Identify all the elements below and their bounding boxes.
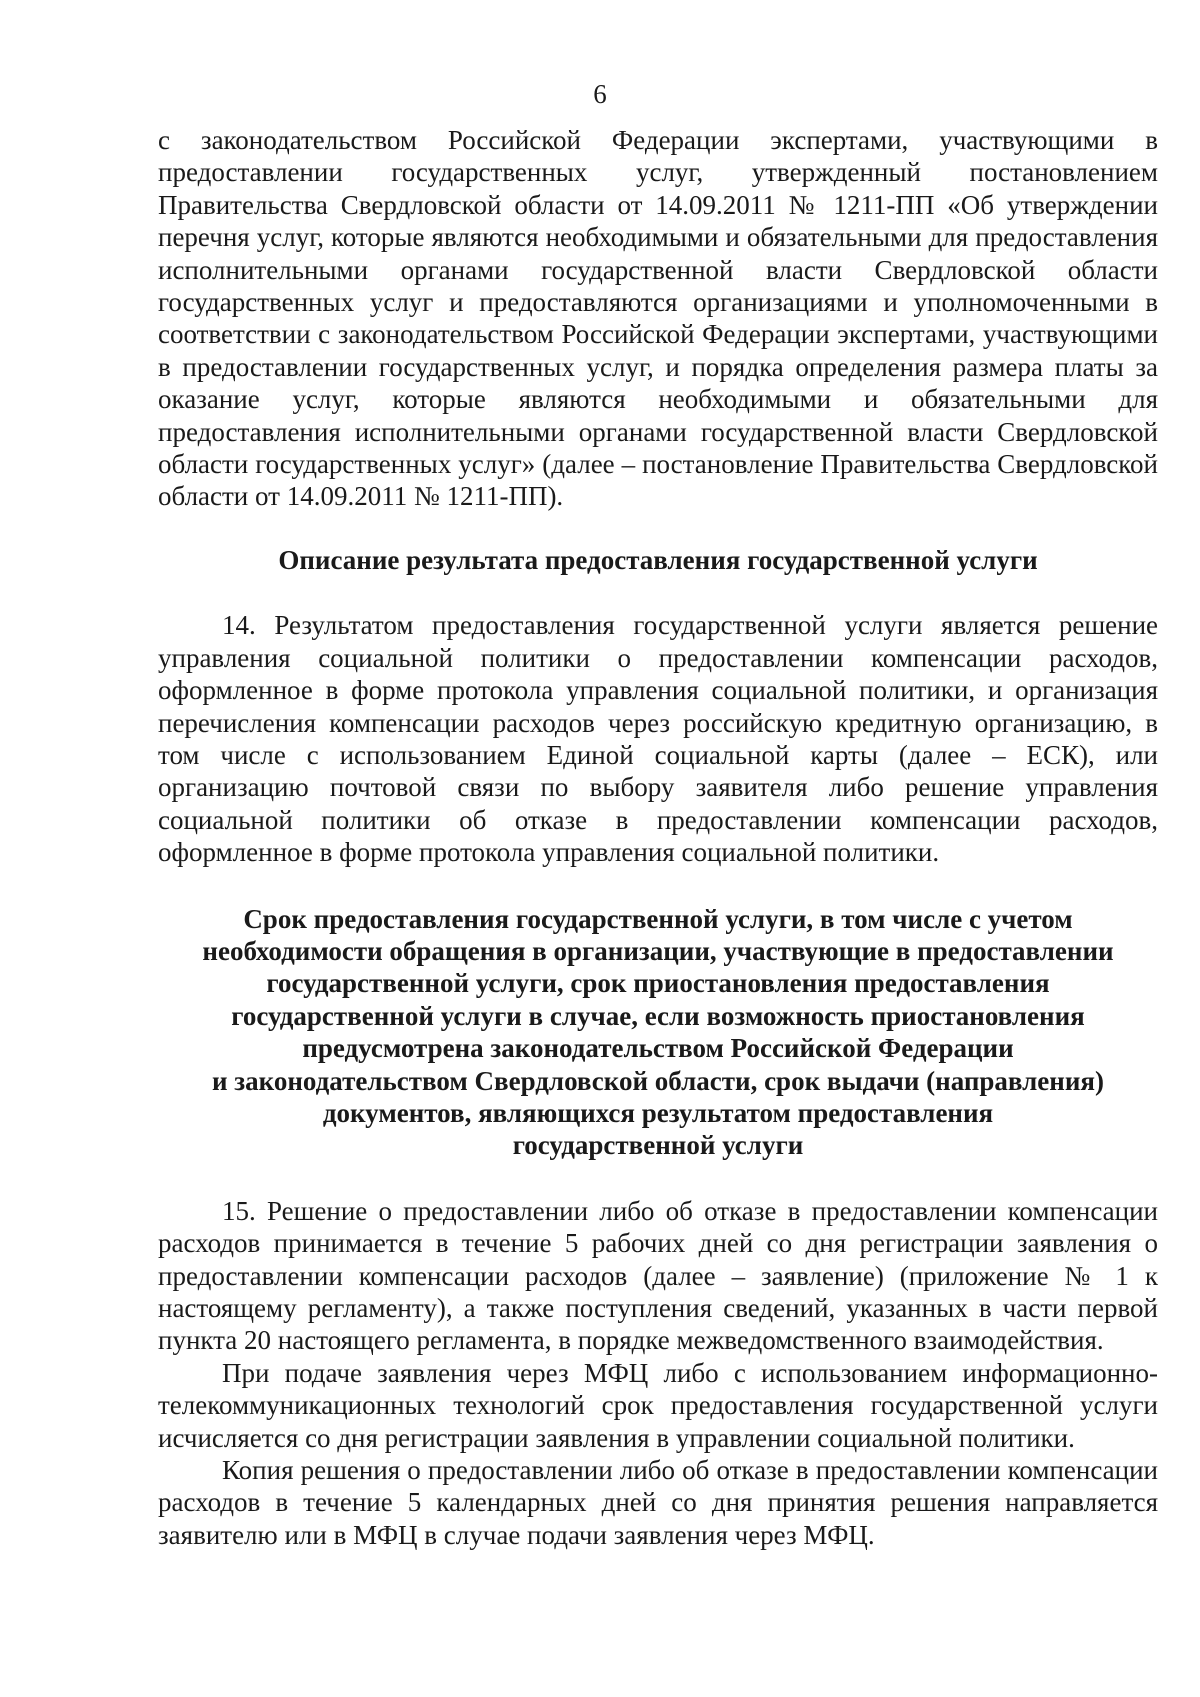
section-heading-term (158, 903, 1158, 1162)
heading-line: документов, являющихся результатом предоставления (322, 1097, 994, 1128)
page-number: 6 (593, 79, 607, 109)
paragraph-copy-of-decision: Копия решения о предоставлении либо об отказе в предоставлении компенсации расходов в течение 5 календарных дней со дня принятия решения направляется заявителю или в МФЦ в случае подачи заявления через МФЦ. (158, 1455, 1158, 1550)
heading-line: предусмотрена законодательством Российской Федерации (302, 1033, 1014, 1064)
heading-line: государственной услуги в случае, если возможность приостановления (231, 1000, 1085, 1031)
heading-line: и законодательством Свердловской области, срок выдачи (направления) (212, 1065, 1104, 1096)
heading-line: необходимости обращения в организации, участвующие в предоставлении (202, 935, 1114, 966)
section-heading-result: Описание результата предоставления государственной услуги (278, 544, 1038, 575)
heading-line: Срок предоставления государственной услуги, в том числе с учетом (243, 903, 1073, 934)
document-body (158, 124, 1158, 1551)
paragraph-item-14: 14. Результатом предоставления государственной услуги является решение управления социальной политики о предоставлении компенсации расходов, оформленное в форме протокола управления социальной политики, и организация перечисления компенсации расходов через российскую кредитную организацию, в том числе с использованием Единой социальной карты (далее – ЕСК), или организацию почтовой связи по выбору заявителя либо решение управления социальной политики об отказе в предоставлении компенсации расходов, оформленное в форме протокола управления социальной политики. (158, 610, 1158, 868)
heading-line: государственной услуги, срок приостановления предоставления (266, 968, 1050, 999)
paragraph-mfc-filing: При подаче заявления через МФЦ либо с использованием информационно-телекоммуникационных технологий срок предоставления государственной услуги исчисляется со дня регистрации заявления в управлении социальной политики. (158, 1357, 1158, 1453)
paragraph-continuation: с законодательством Российской Федерации экспертами, участвующими в предоставлении государственных услуг, утвержденный постановлением Правительства Свердловской области от 14.09.2011 № 1211-ПП «Об утверждении перечня услуг, которые являются необходимыми и обязательными для предоставления исполнительными органами государственной власти Свердловской области государственных услуг и предоставляются организациями и уполномоченными в соответствии с законодательством Российской Федерации экспертами, участвующими в предоставлении государственных услуг, и порядка определения размера платы за оказание услуг, которые являются необходимыми и обязательными для предоставления исполнительными органами государственной власти Свердловской области государственных услуг» (далее – постановление Правительства Свердловской области от 14.09.2011 № 1211-ПП). (158, 125, 1158, 512)
paragraph-item-15: 15. Решение о предоставлении либо об отказе в предоставлении компенсации расходов принимается в течение 5 рабочих дней со дня регистрации заявления о предоставлении компенсации расходов (далее – заявление) (приложение № 1 к настоящему регламенту), а также поступления сведений, указанных в части первой пункта 20 настоящего регламента, в порядке межведомственного взаимодействия. (158, 1195, 1158, 1356)
heading-line: государственной услуги (512, 1130, 804, 1161)
